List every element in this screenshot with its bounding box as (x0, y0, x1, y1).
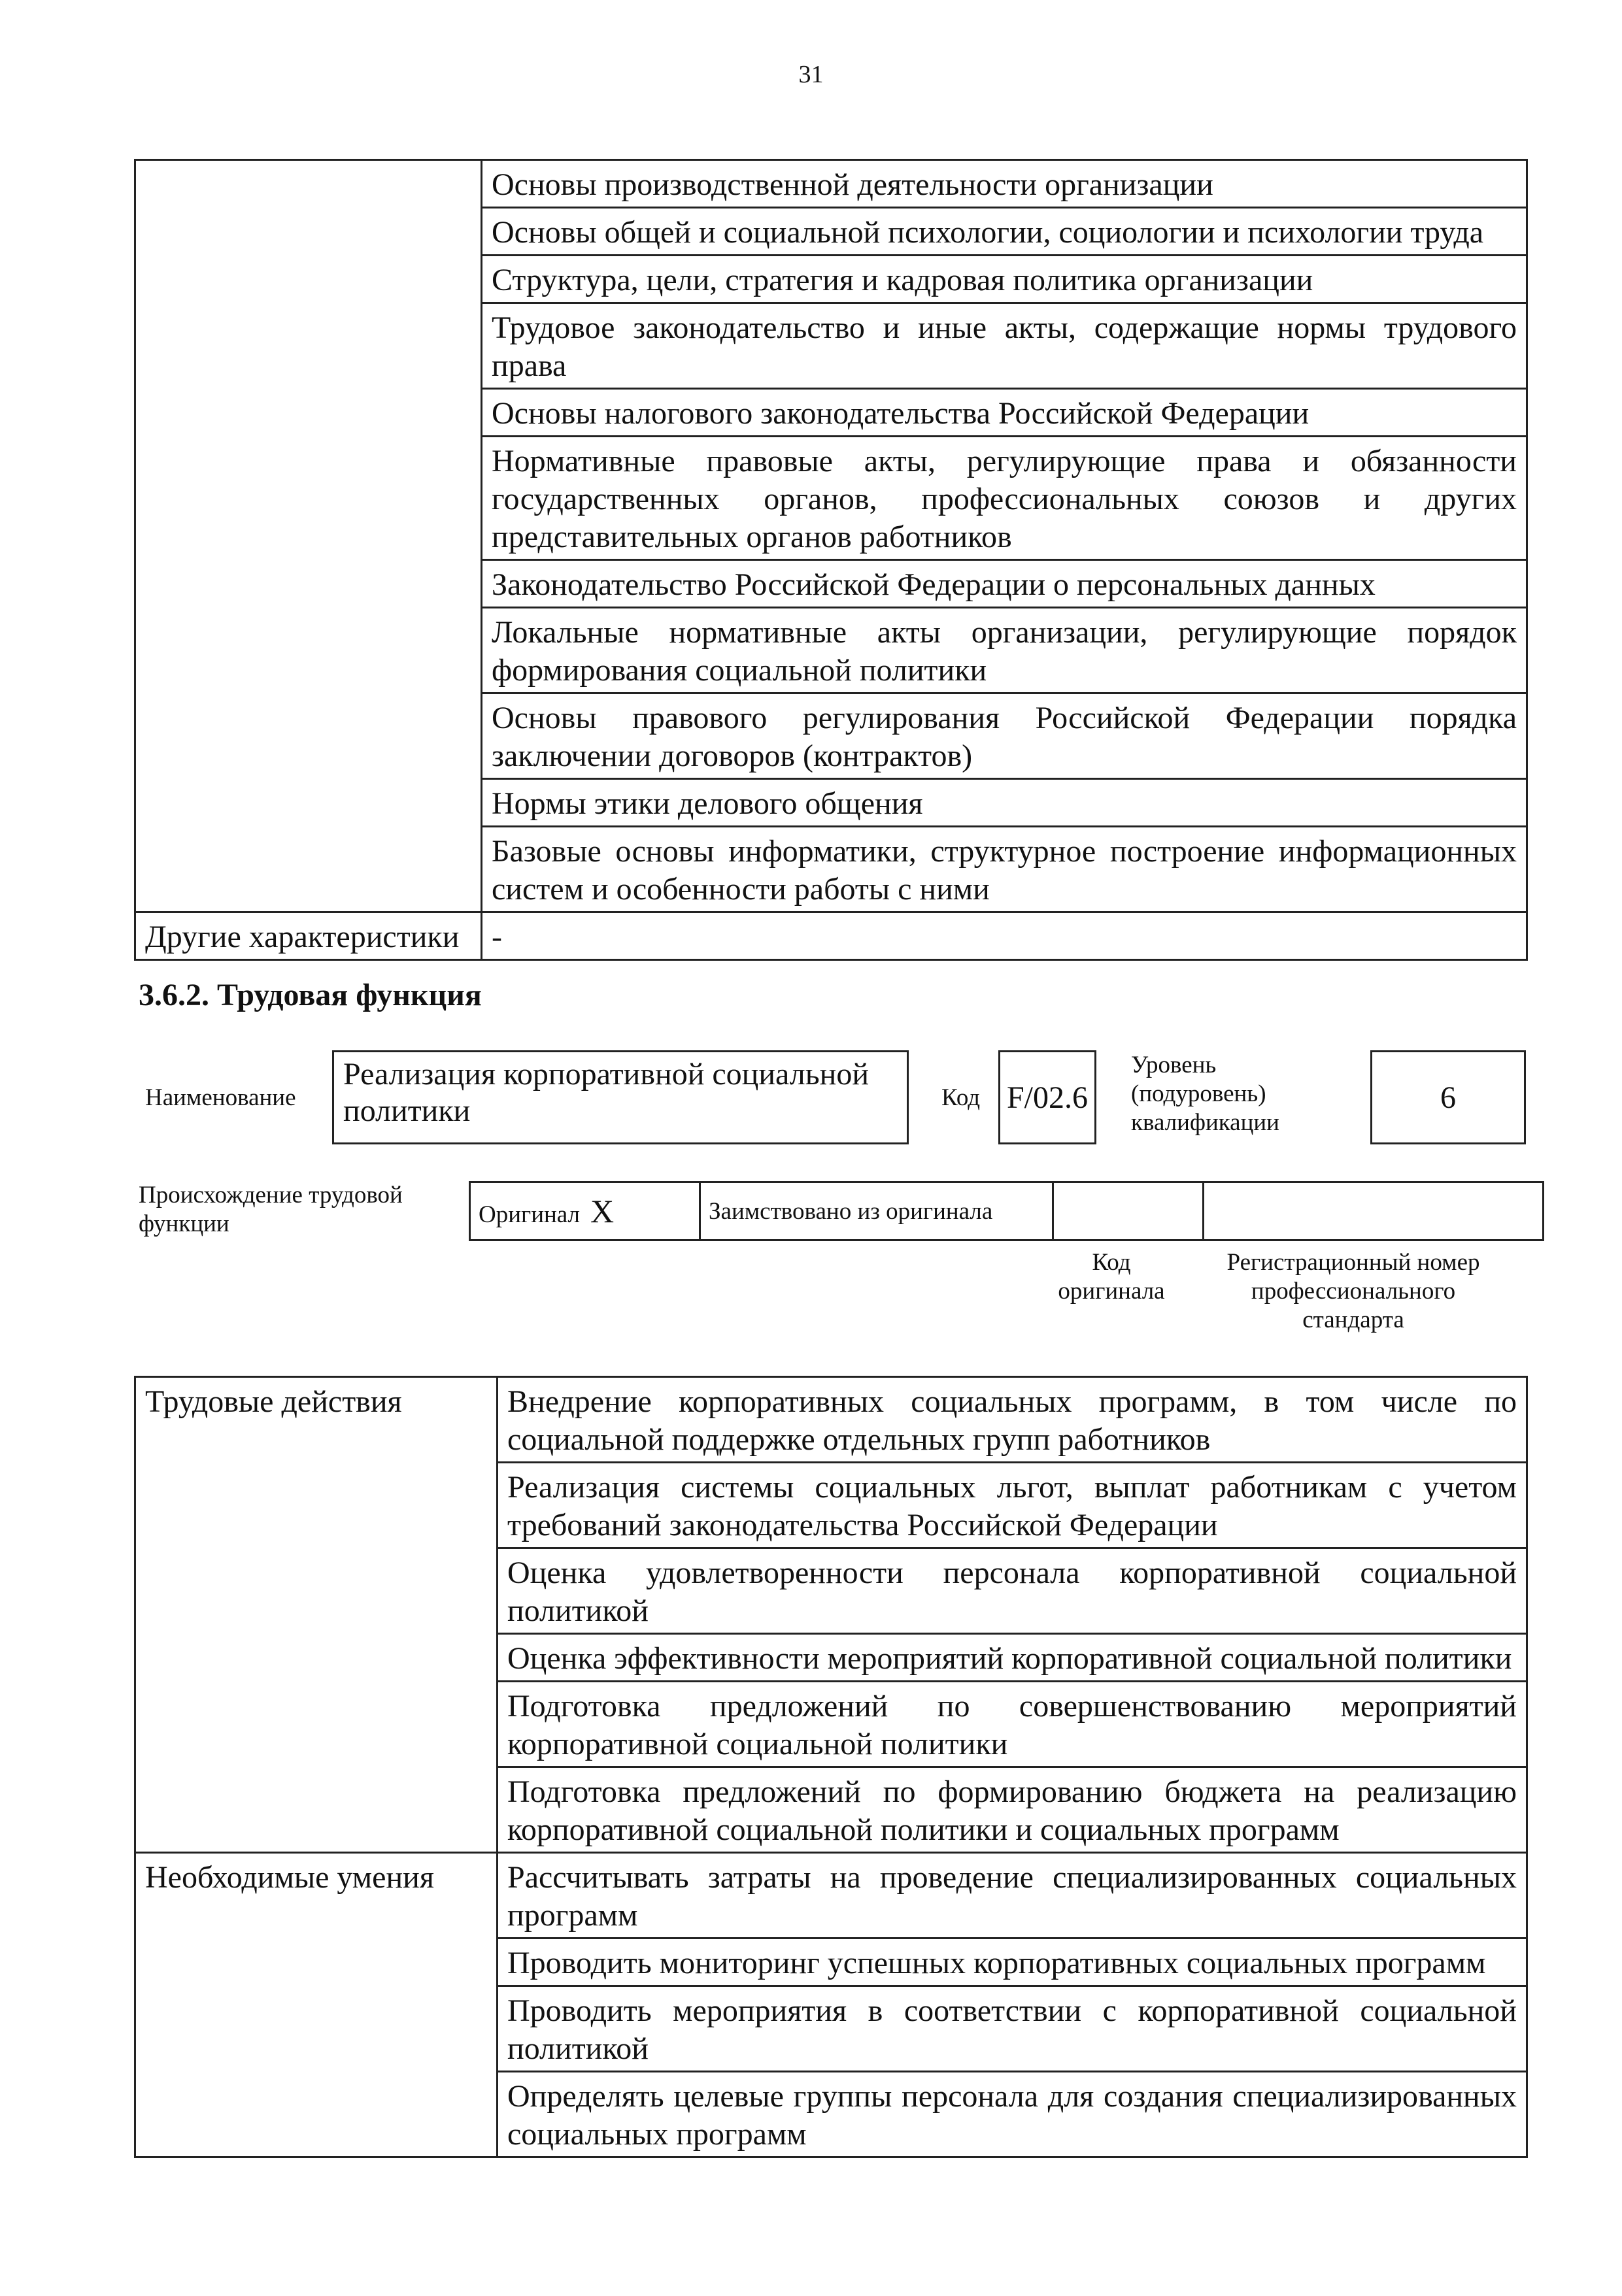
actions-table (134, 1376, 1528, 2158)
origin-label-line: Происхождение трудовой (139, 1182, 403, 1208)
caption-line: Код (1092, 1249, 1131, 1276)
code-label: Код (941, 1084, 981, 1111)
caption-line: профессионального (1251, 1278, 1456, 1305)
level-label-line: Уровень (1131, 1052, 1217, 1078)
origin-mark: X (590, 1193, 615, 1229)
action-item: Оценка удовлетворенности персонала корпоративной социальной политикой (498, 1548, 1527, 1634)
knowledge-item: Структура, цели, стратегия и кадровая политика организации (482, 256, 1527, 303)
origin-label (139, 1181, 403, 1239)
knowledge-item: Законодательство Российской Федерации о персональных данных (482, 560, 1527, 608)
origin-original-label: Оригинал (479, 1201, 581, 1228)
level-label-line: квалификации (1131, 1109, 1279, 1136)
knowledge-item: Нормативные правовые акты, регулирующие права и обязанности государственных органов, профессиональных союзов и других представительных органов работников (482, 437, 1527, 560)
origin-code-cell (1053, 1182, 1204, 1240)
knowledge-item: Основы общей и социальной психологии, социологии и психологии труда (482, 208, 1527, 256)
knowledge-table (134, 159, 1528, 961)
section-heading: 3.6.2. Трудовая функция (139, 978, 482, 1012)
action-item: Подготовка предложений по формированию бюджета на реализацию корпоративной социальной политики и социальных программ (498, 1767, 1527, 1853)
name-label: Наименование (145, 1084, 296, 1111)
knowledge-item: Локальные нормативные акты организации, регулирующие порядок формирования социальной политики (482, 608, 1527, 693)
caption-line: оригинала (1058, 1278, 1165, 1305)
action-item: Внедрение корпоративных социальных программ, в том числе по социальной поддержке отдельных групп работников (498, 1377, 1527, 1463)
knowledge-item: Основы налогового законодательства Российской Федерации (482, 389, 1527, 437)
level-value: 6 (1370, 1050, 1526, 1144)
skills-label: Необходимые умения (135, 1853, 498, 2157)
origin-borrowed-cell: Заимствовано из оригинала (700, 1182, 1053, 1240)
name-value: Реализация корпоративной социальной политики (332, 1050, 909, 1144)
action-item: Реализация системы социальных льгот, выплат работникам с учетом требований законодательства Российской Федерации (498, 1463, 1527, 1548)
caption-line: Регистрационный номер (1226, 1249, 1480, 1276)
knowledge-item: Основы правового регулирования Российской Федерации порядка заключении договоров (контрактов) (482, 693, 1527, 779)
code-value: F/02.6 (998, 1050, 1096, 1144)
knowledge-item: Трудовое законодательство и иные акты, содержащие нормы трудового права (482, 303, 1527, 389)
skill-item: Определять целевые группы персонала для создания специализированных социальных программ (498, 2072, 1527, 2157)
action-item: Подготовка предложений по совершенствованию мероприятий корпоративной социальной политики (498, 1682, 1527, 1767)
actions-label: Трудовые действия (135, 1377, 498, 1853)
skill-item: Проводить мероприятия в соответствии с корпоративной социальной политикой (498, 1986, 1527, 2072)
knowledge-item: Нормы этики делового общения (482, 779, 1527, 827)
knowledge-item: Базовые основы информатики, структурное построение информационных систем и особенности работы с ними (482, 827, 1527, 912)
level-label-line: (подуровень) (1131, 1080, 1266, 1107)
caption-line: стандарта (1302, 1306, 1404, 1333)
level-label (1131, 1051, 1279, 1137)
page-number: 31 (798, 61, 824, 88)
original-code-caption (1026, 1248, 1196, 1306)
origin-row (469, 1181, 1544, 1241)
knowledge-item: Основы производственной деятельности организации (482, 160, 1527, 208)
action-item: Оценка эффективности мероприятий корпоративной социальной политики (498, 1634, 1527, 1682)
origin-label-line: функции (139, 1210, 229, 1237)
skill-item: Проводить мониторинг успешных корпоративных социальных программ (498, 1938, 1527, 1986)
origin-reg-number-cell (1204, 1182, 1544, 1240)
origin-original-cell (470, 1182, 700, 1240)
other-characteristics-label: Другие характеристики (135, 912, 482, 960)
other-characteristics-value: - (482, 912, 1527, 960)
skill-item: Рассчитывать затраты на проведение специализированных социальных программ (498, 1853, 1527, 1938)
knowledge-label-cell (135, 160, 482, 912)
reg-number-caption (1190, 1248, 1517, 1335)
